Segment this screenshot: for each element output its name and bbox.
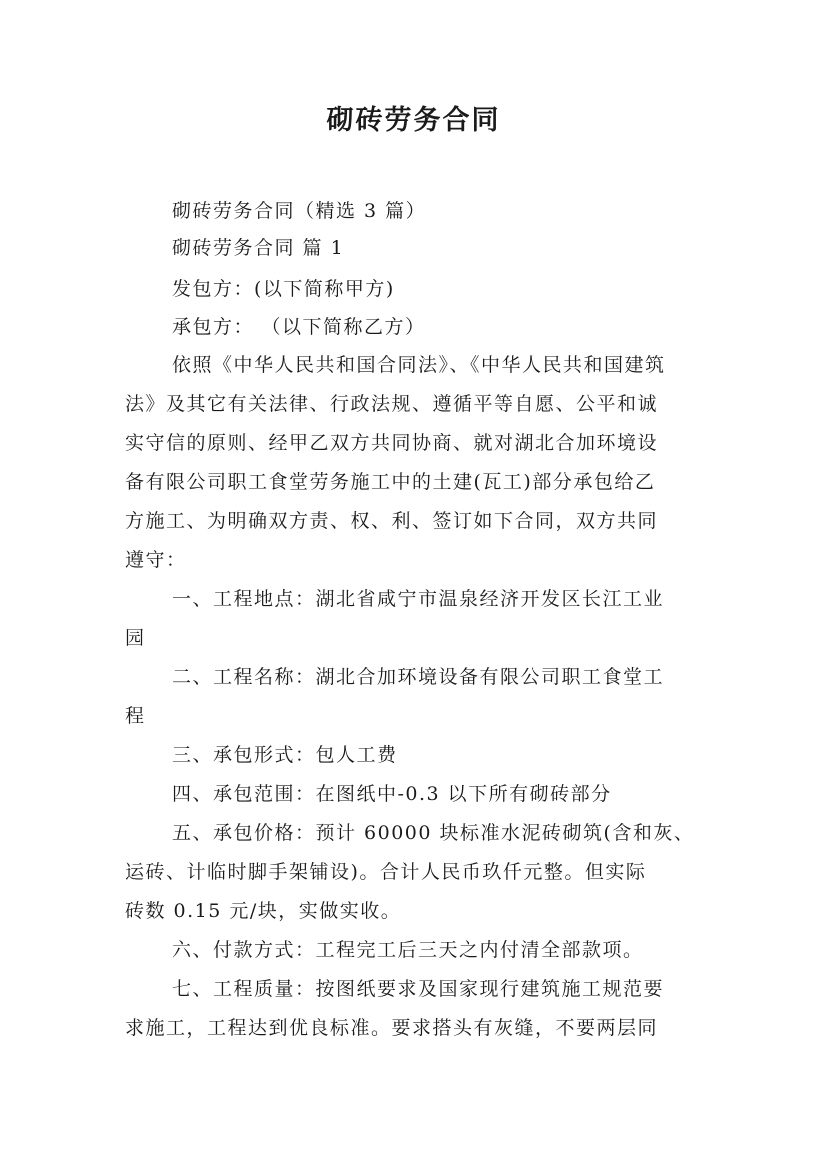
paragraph-line: 方施工、为明确双方责、权、利、签订如下合同，双方共同 bbox=[125, 510, 659, 532]
party-a-line: 发包方：(以下简称甲方) bbox=[172, 278, 395, 300]
clause-line: 程 bbox=[125, 705, 146, 727]
paragraph-line: 遵守： bbox=[125, 549, 187, 571]
paragraph-line: 备有限公司职工食堂劳务施工中的土建(瓦工)部分承包给乙 bbox=[125, 471, 656, 493]
paragraph-line: 依照《中华人民共和国合同法》、《中华人民共和国建筑 bbox=[172, 354, 666, 376]
document-title: 砌砖劳务合同 bbox=[326, 105, 501, 136]
paragraph-line: 法》及其它有关法律、行政法规、遵循平等自愿、公平和诚 bbox=[125, 393, 659, 415]
clause-line: 六、付款方式：工程完工后三天之内付清全部款项。 bbox=[172, 939, 644, 961]
clause-line: 七、工程质量：按图纸要求及国家现行建筑施工规范要 bbox=[172, 978, 665, 1000]
clause-line: 三、承包形式：包人工费 bbox=[172, 744, 398, 766]
party-b-line: 承包方： （以下简称乙方） bbox=[172, 316, 426, 338]
clause-line: 砖数 0.15 元/块，实做实收。 bbox=[125, 900, 402, 922]
section-heading: 砌砖劳务合同 篇 1 bbox=[172, 237, 345, 259]
clause-line: 二、工程名称：湖北合加环境设备有限公司职工食堂工 bbox=[172, 666, 665, 688]
clause-line: 求施工，工程达到优良标准。要求搭头有灰缝，不要两层同 bbox=[125, 1017, 659, 1039]
clause-line: 一、工程地点：湖北省咸宁市温泉经济开发区长江工业 bbox=[172, 588, 665, 610]
clause-line: 五、承包价格：预计 60000 块标准水泥砖砌筑(含和灰、 bbox=[172, 822, 695, 844]
clause-line: 四、承包范围：在图纸中-0.3 以下所有砌砖部分 bbox=[172, 783, 612, 805]
subtitle-line: 砌砖劳务合同（精选 3 篇） bbox=[172, 200, 427, 222]
clause-line: 园 bbox=[125, 627, 146, 649]
paragraph-line: 实守信的原则、经甲乙双方共同协商、就对湖北合加环境设 bbox=[125, 432, 659, 454]
clause-line: 运砖、计临时脚手架铺设)。合计人民币玖仟元整。但实际 bbox=[125, 861, 647, 883]
